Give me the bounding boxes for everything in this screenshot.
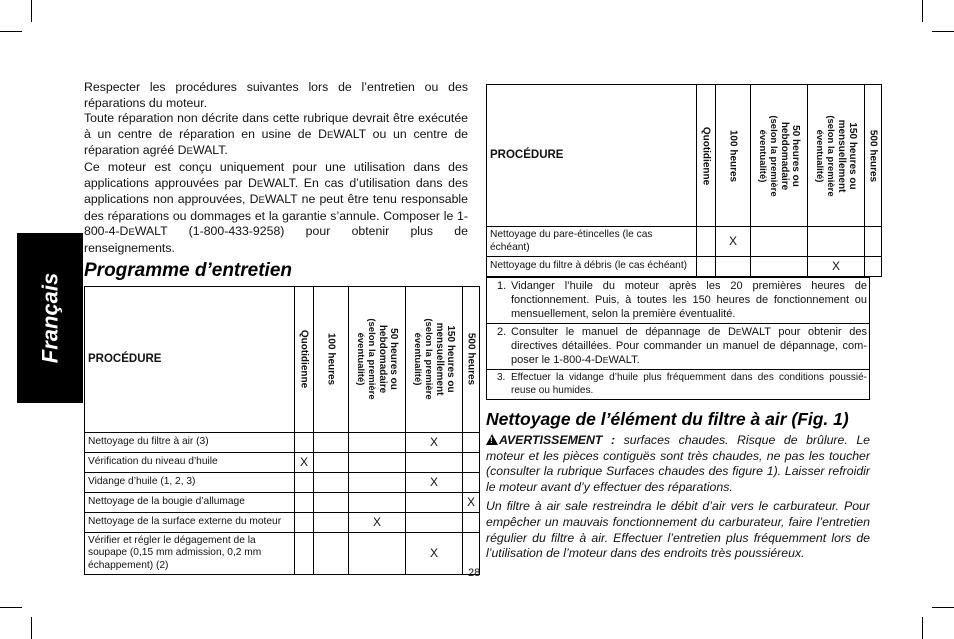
interval-label [868, 129, 879, 181]
interval-mark-cell [406, 452, 463, 472]
interval-label [326, 333, 337, 385]
interval-label [412, 304, 456, 414]
intro-paragraphs [84, 80, 468, 257]
text-fragment: Respecter les procédures suivantes lors de l’entretien ou des réparations du moteur. [84, 80, 468, 110]
text-fragment: WALT. [608, 354, 640, 366]
interval-mark-cell [751, 257, 808, 277]
procedure-cell: Nettoyage de la bougie d’allumage [85, 492, 295, 512]
procedure-cell: Vérification du niveau d’huile [85, 452, 295, 472]
note-item [487, 323, 869, 369]
warning-triangle-icon [486, 434, 498, 445]
interval-mark-cell [349, 452, 406, 472]
interval-title: Quotidienne [700, 126, 712, 185]
interval-mark-cell: X [349, 512, 406, 532]
interval-mark-cell [314, 472, 349, 492]
note-item [487, 369, 869, 399]
interval-title: 100 heures [325, 332, 337, 386]
interval-mark-cell: X [295, 452, 314, 472]
interval-mark-cell [349, 532, 406, 575]
interval-title: 500 heures [465, 332, 477, 386]
note-text [511, 279, 867, 321]
procedure-cell: Vérifier et régler le dégagement de la soupape (0,15 mm admission, 0,2 mm échappement) (2) [85, 532, 295, 575]
text-fragment: Effectuer la vidange d’huile plus fréquemment dans des conditions poussié-reuse ou humides. [511, 372, 867, 396]
interval-mark-cell [463, 452, 480, 472]
interval-label [701, 126, 712, 184]
interval-mark-cell: X [406, 432, 463, 452]
table-header-row [85, 286, 480, 432]
interval-column-header [463, 286, 480, 432]
intro-paragraph [84, 80, 468, 111]
small-cap-letter: E [602, 355, 609, 365]
warning-label: AVERTISSEMENT : [499, 433, 616, 447]
text-fragment: Vidanger l’huile du moteur après les 20 premières heures de fonctionnement. Puis, à toutes les 150 heures de fonctionnement ou mensuellement, selon la première éventualité. [511, 280, 867, 320]
interval-column-header [406, 286, 463, 432]
interval-column-header [314, 286, 349, 432]
interval-label [728, 129, 739, 181]
interval-subtitle: (selon la première éventualité) [355, 318, 377, 400]
interval-title: 100 heures [727, 129, 739, 182]
text-fragment: WALT. [192, 143, 228, 158]
table-row [85, 432, 480, 452]
interval-label [814, 101, 858, 211]
text-fragment: Consulter le manuel de dépannage de D [511, 326, 736, 338]
interval-mark-cell [314, 532, 349, 575]
interval-mark-cell [295, 532, 314, 575]
air-filter-paragraph: Un filtre à air sale restreindra le débit d’air vers le carburateur. Pour empêcher un mauvais fonctionnement du carburateur, faire l’entretien régulier du filtre à air. Effectuer l’entretien plus fréquemment lors de l’utilisation de l’moteur dans des endroits très poussiéreux. [486, 499, 870, 561]
interval-subtitle: (selon la première éventualité) [814, 114, 836, 197]
text-fragment: WALT. En cas d’utilisation dans des applications non approuvées, D [84, 175, 468, 207]
interval-column-header [295, 286, 314, 432]
interval-mark-cell [716, 257, 751, 277]
procedure-cell: Vidange d’huile (1, 2, 3) [85, 472, 295, 492]
interval-mark-cell: X [406, 532, 463, 575]
interval-mark-cell [314, 492, 349, 512]
page-number: 28 [468, 567, 481, 579]
interval-title: 500 heures [867, 129, 879, 182]
interval-mark-cell: X [406, 472, 463, 492]
table-row [85, 492, 480, 512]
interval-column-header [697, 85, 716, 227]
right-column [486, 84, 879, 562]
interval-mark-cell [295, 472, 314, 492]
interval-column-header [865, 85, 882, 227]
interval-mark-cell [808, 227, 865, 257]
note-item [487, 277, 869, 323]
interval-mark-cell [406, 512, 463, 532]
table-row [487, 227, 882, 257]
text-fragment: Ce moteur est conçu uniquement pour une utilisation dans des applications approuvées par D [84, 159, 468, 190]
table-row [85, 452, 480, 472]
table-row [85, 532, 480, 575]
text-fragment: WALT (1-800-433-9258) pour obtenir plus de renseignements. [84, 224, 468, 255]
interval-subtitle: (selon la première éventualité) [757, 114, 779, 197]
maintenance-schedule-table-continued [486, 84, 882, 277]
warning-text: surfaces chaudes. Risque de brûlure. Le moteur et les pièces contiguës sont très chaudes, ne pas les toucher (consulter la rubrique Surfaces chaudes des figure 1). Laisser refroidir le moteur avant d’y effectuer des réparations. [486, 433, 870, 494]
note-text [511, 325, 867, 367]
interval-mark-cell [463, 512, 480, 532]
interval-mark-cell [314, 452, 349, 472]
interval-title: 150 heures ou mensuellement [836, 119, 858, 192]
interval-mark-cell [865, 227, 882, 257]
procedure-header: PROCÉDURE [487, 85, 697, 227]
interval-label [757, 101, 801, 211]
note-number: 3. [497, 372, 506, 383]
warning-paragraph [486, 433, 870, 495]
interval-mark-cell [295, 492, 314, 512]
interval-mark-cell [463, 432, 480, 452]
small-cap-letter: E [128, 227, 135, 239]
interval-title: 50 heures ou hebdomadaire [377, 324, 399, 394]
interval-mark-cell [314, 512, 349, 532]
small-cap-letter: E [735, 327, 742, 337]
maintenance-schedule-table [84, 286, 480, 576]
intro-paragraph [84, 111, 468, 160]
small-cap-letter: E [256, 178, 264, 190]
interval-mark-cell: X [808, 257, 865, 277]
procedure-cell: Nettoyage du filtre à débris (le cas échéant) [487, 257, 697, 277]
table-row [487, 257, 882, 277]
interval-subtitle: (selon la première éventualité) [412, 318, 434, 400]
maintenance-notes [486, 277, 870, 400]
interval-mark-cell: X [463, 492, 480, 512]
interval-label [355, 304, 399, 414]
procedure-cell: Nettoyage de la surface externe du moteur [85, 512, 295, 532]
language-tab [17, 233, 83, 403]
interval-mark-cell [697, 257, 716, 277]
interval-mark-cell [406, 492, 463, 512]
text-fragment: Toute réparation non décrite dans cette rubrique devrait être exécutée à un centre de réparation en usine de D [84, 111, 468, 141]
small-cap-letter: E [186, 146, 193, 158]
small-cap-letter: E [327, 129, 334, 141]
interval-mark-cell [865, 257, 882, 277]
interval-column-header [808, 85, 865, 227]
interval-label [466, 333, 477, 385]
interval-title: 50 heures ou hebdomadaire [779, 121, 801, 190]
intro-paragraph [84, 160, 468, 257]
interval-mark-cell [349, 492, 406, 512]
interval-mark-cell [349, 432, 406, 452]
interval-title: 150 heures ou mensuellement [434, 322, 456, 396]
table-row [85, 512, 480, 532]
left-column [84, 80, 477, 575]
interval-label [299, 330, 310, 388]
text-fragment: WALT ne peut être tenu responsable des réparations ou dommages et la garantie s’annule. Composer le 1-800-4-D [84, 192, 468, 239]
interval-mark-cell [314, 432, 349, 452]
air-filter-heading: Nettoyage de l’élément du filtre à air (Fig. 1) [486, 409, 849, 429]
interval-mark-cell [751, 227, 808, 257]
interval-mark-cell [349, 472, 406, 492]
interval-column-header [349, 286, 406, 432]
table-row [85, 472, 480, 492]
interval-mark-cell: X [716, 227, 751, 257]
interval-column-header [751, 85, 808, 227]
procedure-cell: Nettoyage du filtre à air (3) [85, 432, 295, 452]
language-tab-label: Français [37, 272, 62, 364]
note-number: 1. [497, 280, 507, 292]
procedure-header: PROCÉDURE [85, 286, 295, 432]
interval-mark-cell [295, 512, 314, 532]
table-header-row [487, 85, 882, 227]
interval-mark-cell [463, 472, 480, 492]
text-fragment: WALT ou un centre de réparation agréé D [84, 126, 468, 158]
note-number: 2. [497, 326, 507, 338]
interval-column-header [716, 85, 751, 227]
interval-mark-cell [697, 227, 716, 257]
maintenance-schedule-heading: Programme d’entretien [84, 259, 292, 281]
interval-mark-cell [295, 432, 314, 452]
procedure-cell: Nettoyage du pare-étincelles (le cas échéant) [487, 227, 697, 257]
note-text [511, 371, 867, 397]
small-cap-letter: E [258, 195, 265, 207]
interval-title: Quotidienne [298, 329, 310, 389]
text-fragment: WALT pour obtenir des directives détaillées. Pour commander un manuel de dépannage, com-poser le 1-800-4-D [511, 326, 868, 366]
